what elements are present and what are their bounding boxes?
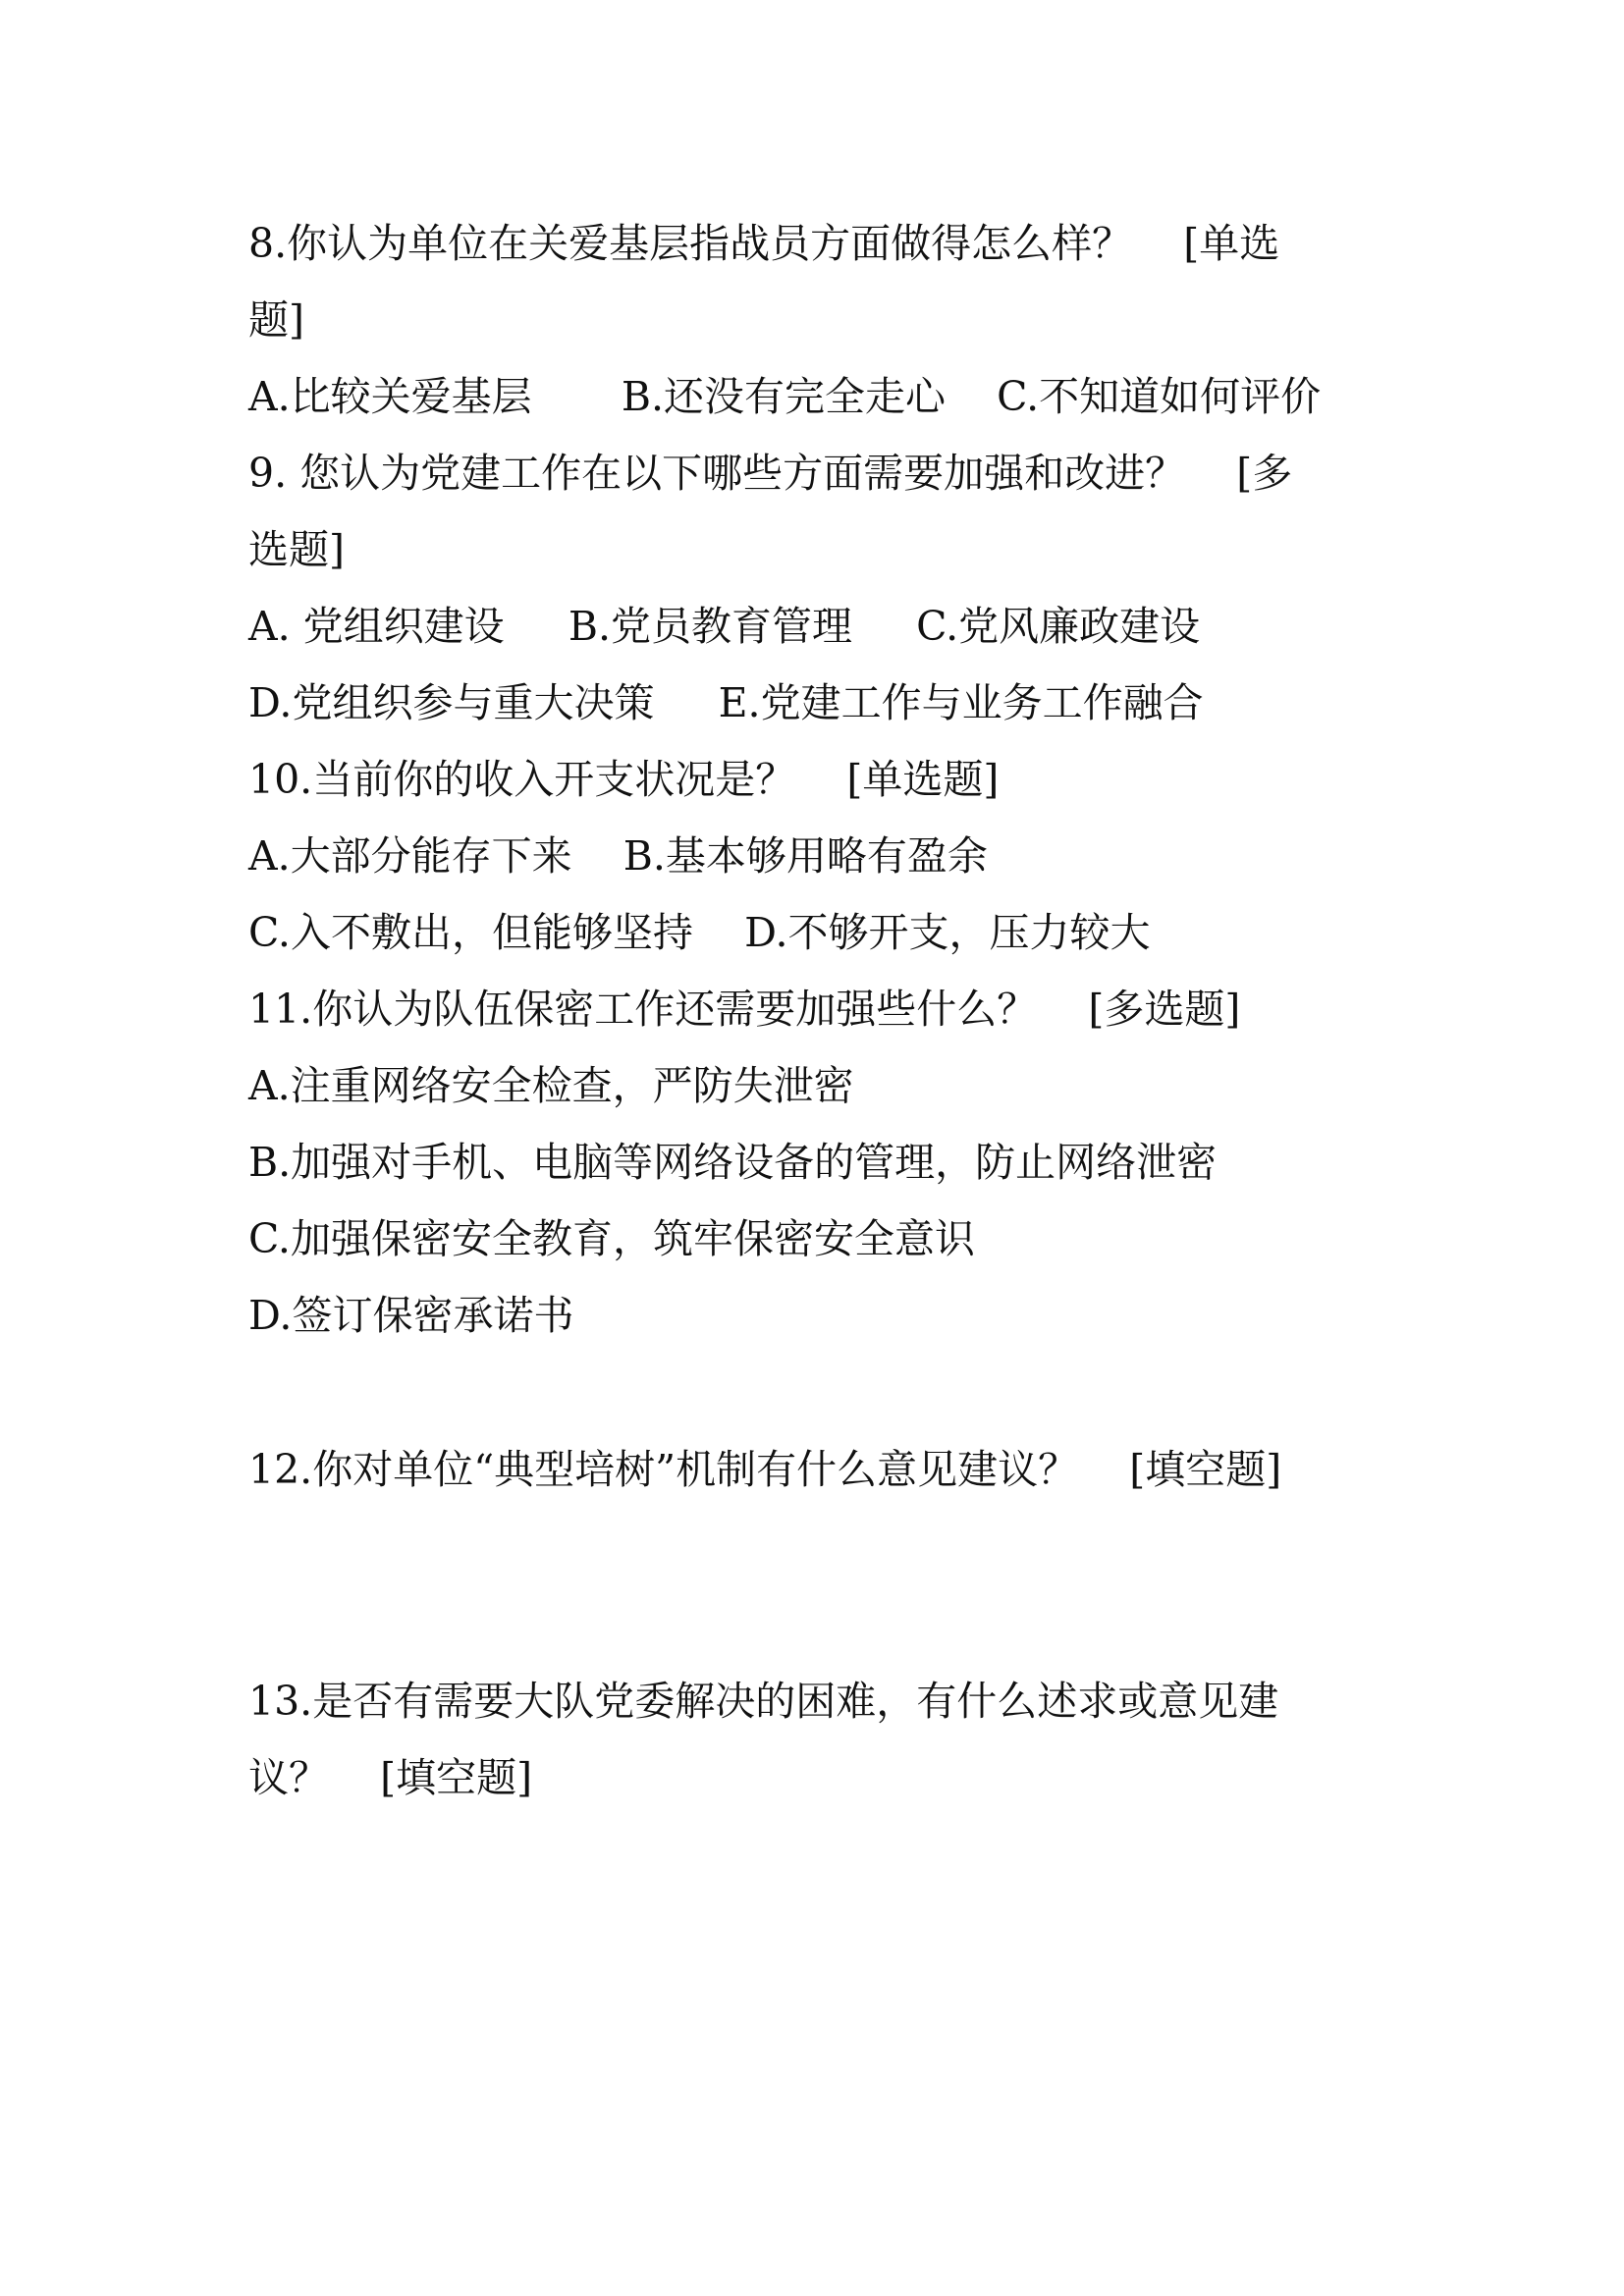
q10-options-2: C.入不敷出，但能够坚持 D.不够开支，压力较大 xyxy=(248,909,1151,956)
q9-options-1: A. 党组织建设 B.党员教育管理 C.党风廉政建设 xyxy=(248,603,1201,650)
q11-option-d: D.签订保密承诺书 xyxy=(248,1292,574,1339)
q11-option-c: C.加强保密安全教育，筑牢保密安全意识 xyxy=(248,1215,975,1262)
q10-options-1: A.大部分能存下来 B.基本够用略有盈余 xyxy=(248,832,988,880)
q8-line-1: 8.你认为单位在关爱基层指战员方面做得怎么样？ [单选 xyxy=(248,220,1280,267)
q12-question: 12.你对单位“典型培树”机制有什么意见建议？ [填空题] xyxy=(248,1446,1282,1493)
q8-options: A.比较关爱基层 B.还没有完全走心 C.不知道如何评价 xyxy=(248,373,1322,420)
q11-question: 11.你认为队伍保密工作还需要加强些什么？ [多选题] xyxy=(248,986,1241,1033)
q10-question: 10.当前你的收入开支状况是？ [单选题] xyxy=(248,756,1000,803)
q11-option-a: A.注重网络安全检查，严防失泄密 xyxy=(248,1062,854,1109)
q9-options-2: D.党组织参与重大决策 E.党建工作与业务工作融合 xyxy=(248,679,1204,726)
q11-option-b: B.加强对手机、电脑等网络设备的管理，防止网络泄密 xyxy=(248,1139,1218,1186)
q13-line-1: 13.是否有需要大队党委解决的困难，有什么述求或意见建 xyxy=(248,1678,1279,1725)
q9-line-2: 选题] xyxy=(248,526,345,573)
q9-line-1: 9. 您认为党建工作在以下哪些方面需要加强和改进？ [多 xyxy=(248,450,1293,497)
q13-line-2: 议？ [填空题] xyxy=(248,1754,533,1801)
q8-line-2: 题] xyxy=(248,296,304,344)
